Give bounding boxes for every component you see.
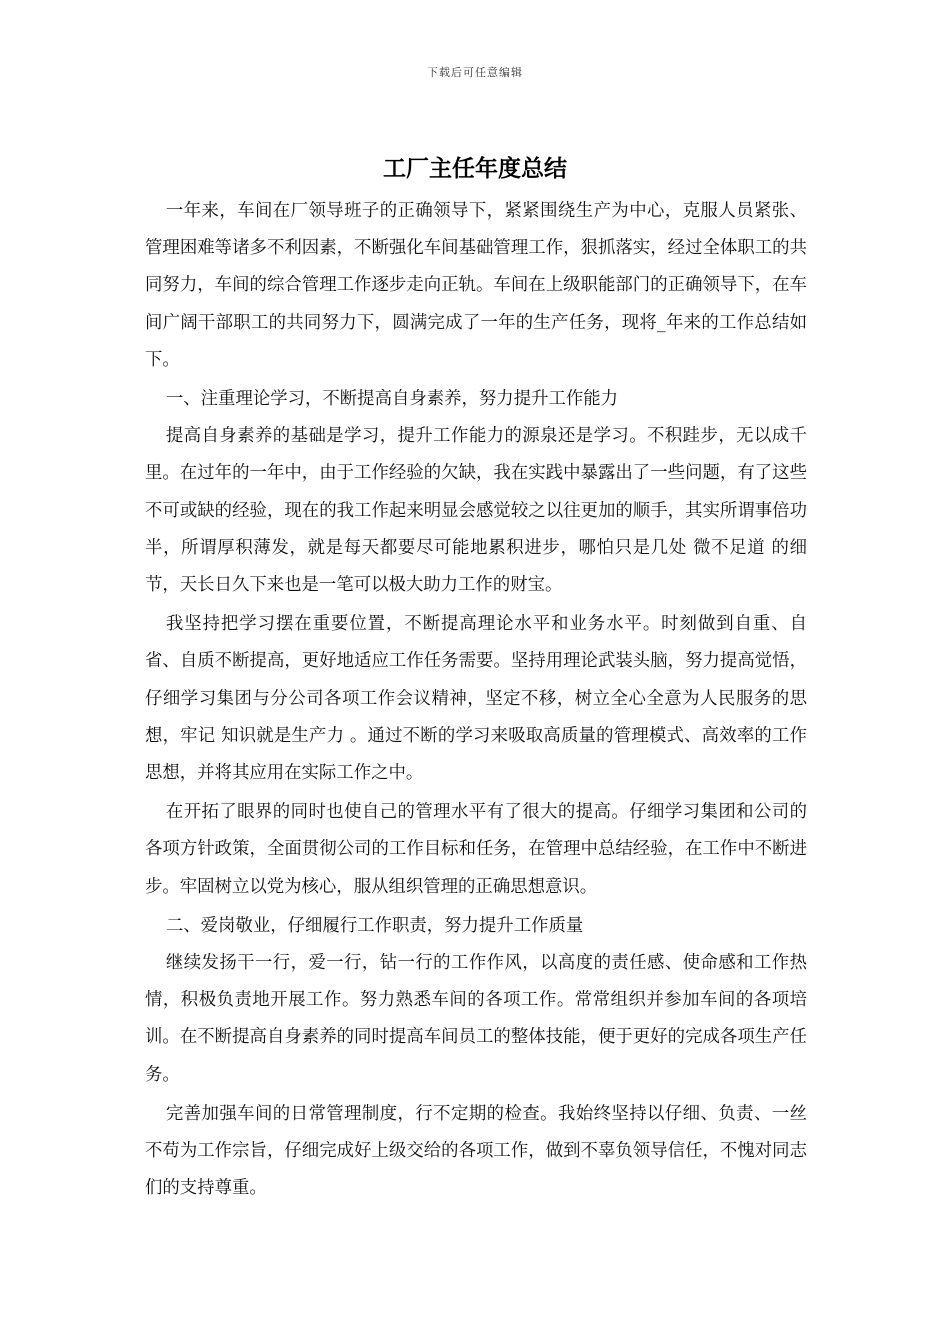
document-title: 工厂主任年度总结: [383, 155, 567, 182]
paragraph-daily-management: 完善加强车间的日常管理制度，行不定期的检查。我始终坚持以仔细、负责、一丝不苟为工作宗旨，仔细完成好上级交给的各项工作，做到不辜负领导信任，不愧对同志们的支持尊重。: [145, 1103, 807, 1199]
header-note: 下载后可任意编辑: [427, 66, 523, 79]
document-body: [145, 193, 807, 1209]
paragraph-management-vision: 在开拓了眼界的同时也使自己的管理水平有了很大的提高。仔细学习集团和公司的各项方针政策，全面贯彻公司的工作目标和任务，在管理中总结经验，在工作中不断进步。牢固树立以党为核心，服从组织管理的正确思想意识。: [145, 802, 807, 897]
section-heading-2: 二、爱岗敬业，仔细履行工作职责，努力提升工作质量: [165, 915, 584, 936]
paragraph-intro: 一年来，车间在厂领导班子的正确领导下，紧紧围绕生产为中心，克服人员紧张、管理困难等诸多不利因素，不断强化车间基础管理工作，狠抓落实，经过全体职工的共同努力，车间的综合管理工作逐步走向正轨。车间在上级职能部门的正确领导下，在车间广阔干部职工的共同努力下，圆满完成了一年的生产任务，现将_年来的工作总结如下。: [145, 201, 807, 370]
section-heading-1: 一、注重理论学习，不断提高自身素养，努力提升工作能力: [165, 389, 619, 410]
paragraph-study: 提高自身素养的基础是学习，提升工作能力的源泉还是学习。不积跬步，无以成千里。在过年的一年中，由于工作经验的欠缺，我在实践中暴露出了一些问题，有了这些不可或缺的经验，现在的我工作起来明显会感觉较之以往更加的顺手，其实所谓事倍功半，所谓厚积薄发，就是每天都要尽可能地累积进步，哪怕只是几处 微不足道 的细节，天长日久下来也是一笔可以极大助力工作的财宝。: [145, 426, 807, 596]
paragraph-work-style: 继续发扬干一行，爱一行，钻一行的工作作风，以高度的责任感、使命感和工作热情，积极负责地开展工作。努力熟悉车间的各项工作。常常组织并参加车间的各项培训。在不断提高自身素养的同时提高车间员工的整体技能，便于更好的完成各项生产任务。: [145, 953, 807, 1085]
paragraph-learning-priority: 我坚持把学习摆在重要位置，不断提高理论水平和业务水平。时刻做到自重、自省、自质不断提高，更好地适应工作任务需要。坚持用理论武装头脑，努力提高觉悟，仔细学习集团与分公司各项工作会议精神，坚定不移，树立全心全意为人民服务的思想，牢记 知识就是生产力 。通过不断的学习来吸取高质量的管理模式、高效率的工作思想，并将其应用在实际工作之中。: [145, 614, 807, 784]
